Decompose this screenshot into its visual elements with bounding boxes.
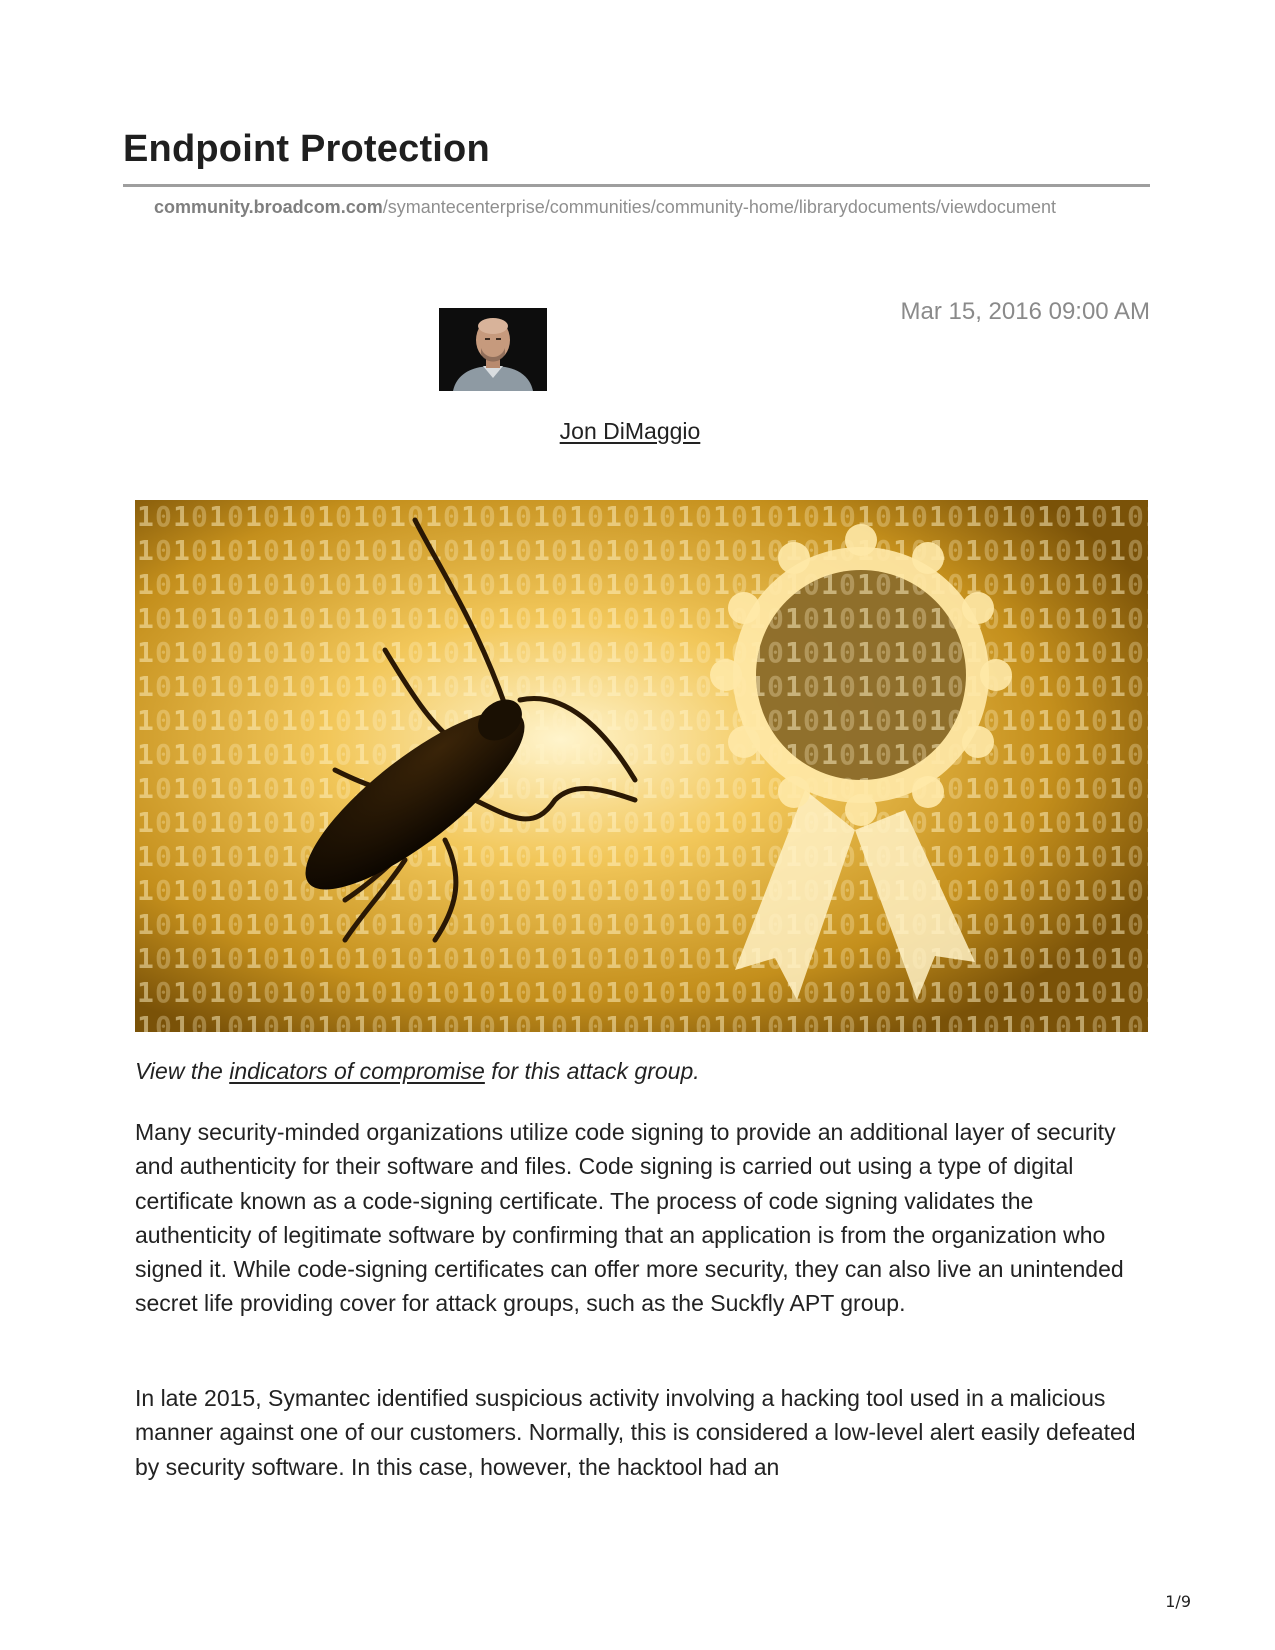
author-link[interactable]: Jon DiMaggio (559, 418, 701, 444)
body-paragraph: Many security-minded organizations utilize code signing to provide an additional layer of security and authenticity for their software and files. Code signing is carried out using a type of digital certificate known as a code-signing certificate. The process of code signing validates the authenticity of legitimate software by confirming that an application is from the organization who signed it. While code-signing certificates can offer more security, they can also live an unintended secret life providing cover for attack groups, such as the Suckfly APT group. (135, 1119, 1124, 1317)
post-date: Mar 15, 2016 09:00 AM (900, 298, 1150, 325)
indicators-of-compromise-link[interactable]: indicators of compromise (229, 1058, 485, 1084)
hero-image (135, 500, 1148, 1032)
author-avatar[interactable] (439, 308, 547, 391)
body-paragraph: In late 2015, Symantec identified suspicious activity involving a hacking tool used in a malicious manner against one of our customers. Normally, this is considered a low-level alert easily defeated by security software. In this case, however, the hacktool had an (135, 1385, 1136, 1480)
image-caption (135, 1058, 700, 1085)
caption-suffix: for this attack group. (484, 1058, 700, 1084)
source-url (154, 197, 1056, 218)
avatar-portrait-icon (439, 308, 547, 391)
caption-prefix: View the (135, 1058, 230, 1084)
source-path: /symantecenterprise/communities/community-home/librarydocuments/viewdocument (382, 197, 1056, 217)
page-title: Endpoint Protection (123, 128, 490, 170)
code-signing-illustration (135, 500, 1148, 1032)
source-domain: community.broadcom.com (154, 197, 383, 217)
title-divider (123, 184, 1150, 187)
page-number: 1/9 (1165, 1592, 1191, 1611)
